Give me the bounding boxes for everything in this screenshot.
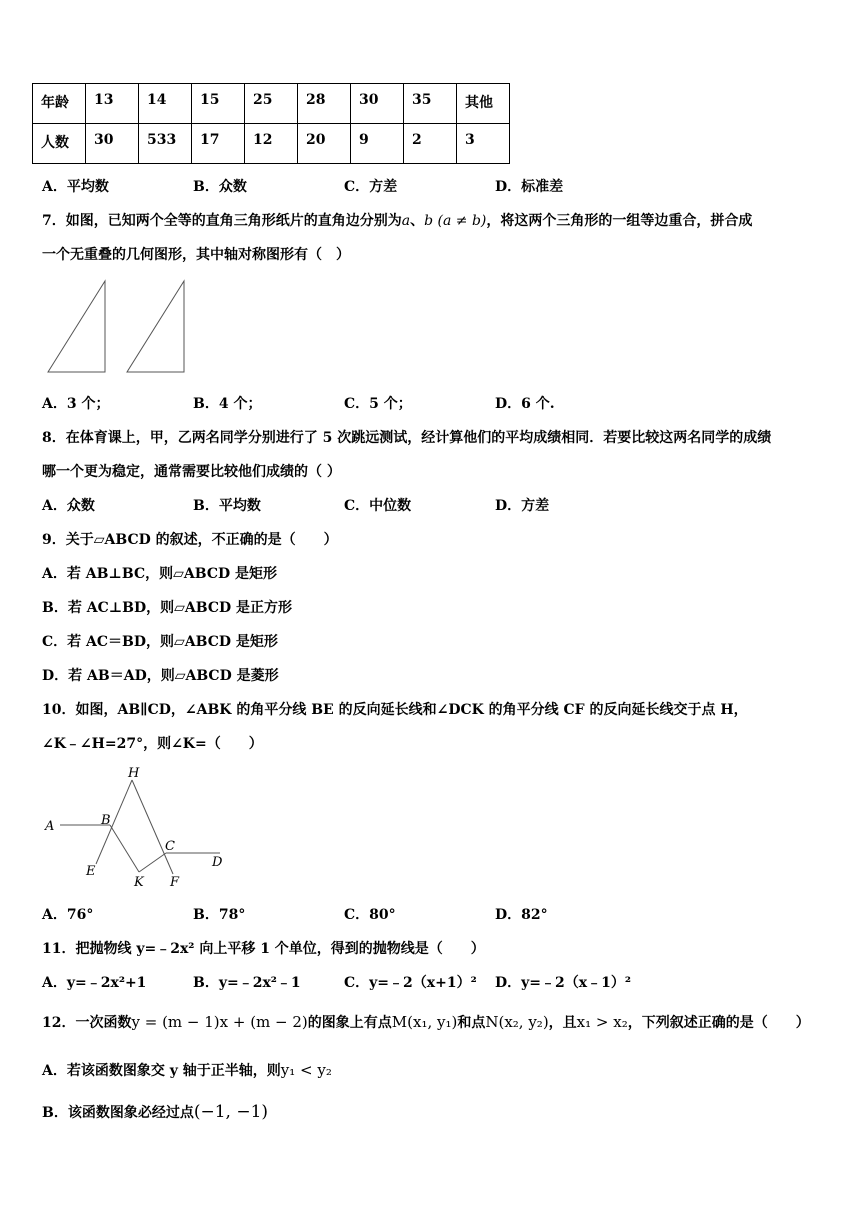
q11-option-a: A．y=﹣2x²+1 bbox=[42, 975, 147, 991]
q11-option-d: D．y=﹣2（x﹣1）² bbox=[495, 975, 631, 991]
label-k: K bbox=[134, 875, 144, 890]
q12-option-a-math: y₁ < y₂ bbox=[280, 1061, 332, 1079]
q7-option-b: B．4 个； bbox=[193, 396, 262, 412]
q12-point-m: M(x₁, y₁) bbox=[391, 1013, 458, 1031]
label-h: H bbox=[128, 766, 140, 781]
q11-stem: 11．把抛物线 y=﹣2x² 向上平移 1 个单位，得到的抛物线是（ ） bbox=[42, 941, 485, 957]
q6-option-c: C．方差 bbox=[344, 179, 398, 195]
table-cell: 25 bbox=[245, 84, 298, 124]
q10-stem-line2: ∠K﹣∠H=27°，则∠K=（ ） bbox=[42, 736, 263, 752]
q7-text: 7．如图，已知两个全等的直角三角形纸片的直角边分别为 bbox=[42, 213, 402, 229]
q8-stem-line2: 哪一个更为稳定，通常需要比较他们成绩的（ ） bbox=[42, 464, 341, 480]
q12-option-a bbox=[42, 1060, 332, 1080]
table-cell: 30 bbox=[351, 84, 404, 124]
table-cell: 15 bbox=[192, 84, 245, 124]
q10-option-a: A．76° bbox=[42, 907, 94, 923]
q12-option-a-text: A．若该函数图象交 y 轴于正半轴，则 bbox=[42, 1063, 281, 1079]
q12-text: ，下列叙述正确的是（ ） bbox=[627, 1015, 810, 1031]
table-cell: 17 bbox=[192, 124, 245, 164]
table-cell: 14 bbox=[139, 84, 192, 124]
q12-condition: x₁ > x₂ bbox=[576, 1013, 628, 1031]
q8-option-c: C．中位数 bbox=[344, 498, 412, 514]
table-row-count bbox=[33, 124, 510, 164]
q9-option-d: D．若 AB＝AD，则▱ABCD 是菱形 bbox=[42, 668, 279, 684]
q9-option-b: B．若 AC⊥BD，则▱ABCD 是正方形 bbox=[42, 600, 293, 616]
triangle-left bbox=[48, 281, 105, 372]
q7-option-c: C．5 个； bbox=[344, 396, 412, 412]
q9-option-c: C．若 AC＝BD，则▱ABCD 是矩形 bbox=[42, 634, 278, 650]
table-cell: 28 bbox=[298, 84, 351, 124]
q10-option-d: D．82° bbox=[495, 907, 548, 923]
label-c: C bbox=[165, 839, 175, 854]
triangle-right bbox=[127, 281, 184, 372]
q12-text: 和点 bbox=[457, 1015, 486, 1031]
table-cell: 13 bbox=[86, 84, 139, 124]
q12-option-b-text: B．该函数图象必经过点 bbox=[42, 1105, 194, 1121]
q12-function: y = (m − 1)x + (m − 2) bbox=[131, 1013, 308, 1031]
q12-stem bbox=[42, 1012, 810, 1032]
q7-triangles-figure bbox=[44, 278, 194, 378]
q8-stem-line1: 8．在体育课上，甲，乙两名同学分别进行了 5 次跳远测试，经计算他们的平均成绩相同．若要比较这两名同学的成绩 bbox=[42, 430, 772, 446]
q12-point-n: N(x₂, y₂) bbox=[485, 1013, 549, 1031]
table-cell: 9 bbox=[351, 124, 404, 164]
label-f: F bbox=[170, 875, 180, 890]
q12-option-b bbox=[42, 1102, 268, 1122]
q9-option-a: A．若 AB⊥BC，则▱ABCD 是矩形 bbox=[42, 566, 277, 582]
table-cell: 人数 bbox=[33, 124, 86, 164]
q10-option-c: C．80° bbox=[344, 907, 396, 923]
q9-stem: 9．关于▱ABCD 的叙述，不正确的是（ ） bbox=[42, 532, 338, 548]
label-d: D bbox=[212, 855, 223, 870]
table-cell: 2 bbox=[404, 124, 457, 164]
q12-text: ，且 bbox=[548, 1015, 577, 1031]
q10-geometry-figure bbox=[40, 762, 240, 894]
table-cell: 其他 bbox=[457, 84, 510, 124]
table-cell: 3 bbox=[457, 124, 510, 164]
table-cell: 20 bbox=[298, 124, 351, 164]
q8-option-a: A．众数 bbox=[42, 498, 95, 514]
label-e: E bbox=[86, 864, 96, 879]
q7-text: ，将这两个三角形的一组等边重合，拼合成 bbox=[486, 213, 753, 229]
line-hf bbox=[132, 780, 173, 874]
age-count-table bbox=[32, 83, 510, 164]
q6-option-d: D．标准差 bbox=[495, 179, 564, 195]
table-cell: 12 bbox=[245, 124, 298, 164]
line-kc bbox=[139, 853, 166, 872]
label-a: A bbox=[45, 819, 55, 834]
q6-option-a: A．平均数 bbox=[42, 179, 109, 195]
q10-stem-line1: 10．如图，AB∥CD，∠ABK 的角平分线 BE 的反向延长线和∠DCK 的角平分线 CF 的反向延长线交于点 H， bbox=[42, 702, 748, 718]
table-cell: 年龄 bbox=[33, 84, 86, 124]
table-cell: 533 bbox=[139, 124, 192, 164]
q11-option-c: C．y=﹣2（x+1）² bbox=[344, 975, 477, 991]
table-row-age bbox=[33, 84, 510, 124]
q11-option-b: B．y=﹣2x²﹣1 bbox=[193, 975, 301, 991]
q7-var-a: a bbox=[401, 213, 411, 229]
line-bk bbox=[110, 825, 139, 872]
q8-option-b: B．平均数 bbox=[193, 498, 261, 514]
q7-var-b: b (a ≠ b) bbox=[424, 213, 487, 229]
q12-text: 12．一次函数 bbox=[42, 1015, 132, 1031]
q10-option-b: B．78° bbox=[193, 907, 246, 923]
q6-option-b: B．众数 bbox=[193, 179, 247, 195]
q7-stem-line1 bbox=[42, 210, 752, 230]
q7-option-a: A．3 个； bbox=[42, 396, 110, 412]
q8-option-d: D．方差 bbox=[495, 498, 550, 514]
q7-option-d: D．6 个. bbox=[495, 396, 555, 412]
label-b: B bbox=[101, 813, 111, 828]
q7-stem-line2: 一个无重叠的几何图形，其中轴对称图形有（ ） bbox=[42, 247, 350, 263]
table-cell: 30 bbox=[86, 124, 139, 164]
table-cell: 35 bbox=[404, 84, 457, 124]
q12-option-b-math: (−1, −1) bbox=[193, 1102, 269, 1122]
q12-text: 的图象上有点 bbox=[307, 1015, 392, 1031]
q7-sep: 、 bbox=[410, 213, 425, 229]
